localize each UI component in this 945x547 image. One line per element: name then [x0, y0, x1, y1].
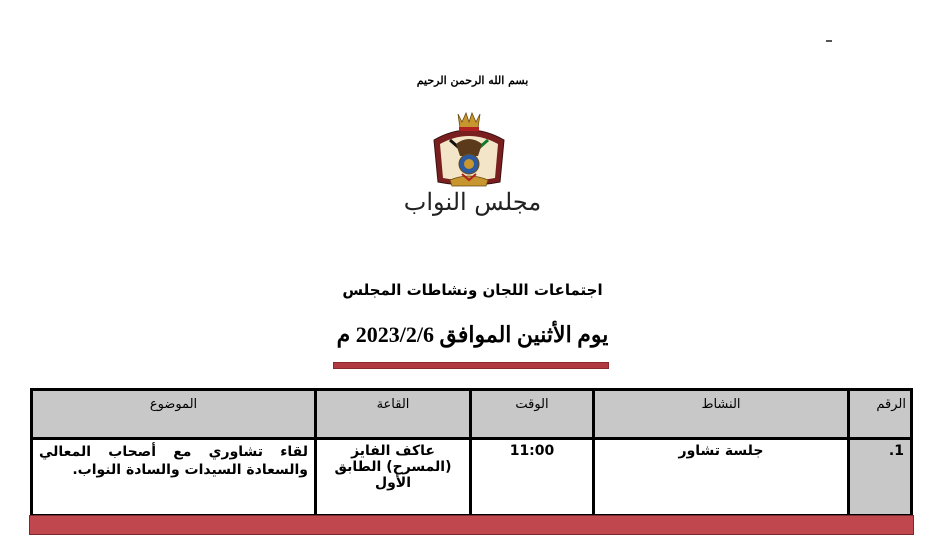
row-time: 11:00: [471, 439, 594, 516]
column-header-number: الرقم: [849, 390, 912, 439]
page-title: اجتماعات اللجان ونشاطات المجلس: [342, 281, 603, 299]
coat-of-arms-emblem: [426, 110, 512, 190]
date-heading: يوم الأثنين الموافق 2023/2/6 م: [336, 322, 609, 347]
stray-mark: [826, 40, 832, 42]
footer-accent-bar: [29, 515, 914, 535]
table-header-row: [32, 390, 912, 439]
table-row: [32, 439, 912, 516]
column-header-activity: النشاط: [594, 390, 849, 439]
column-header-time: الوقت: [471, 390, 594, 439]
parliament-logo-text: مجلس النواب: [403, 188, 542, 216]
agenda-table: [30, 388, 913, 517]
row-hall: عاكف الفايز (المسرح) الطابق الأول: [316, 439, 471, 516]
column-header-topic: الموضوع: [32, 390, 316, 439]
row-number: 1.: [849, 439, 912, 516]
basmala: بسم الله الرحمن الرحيم: [416, 74, 529, 87]
row-activity: جلسة تشاور: [594, 439, 849, 516]
row-topic: لقاء تشاوري مع أصحاب المعالي والسعادة السيدات والسادة النواب.: [32, 439, 316, 516]
date-underline-bar: [333, 362, 609, 369]
column-header-hall: القاعة: [316, 390, 471, 439]
